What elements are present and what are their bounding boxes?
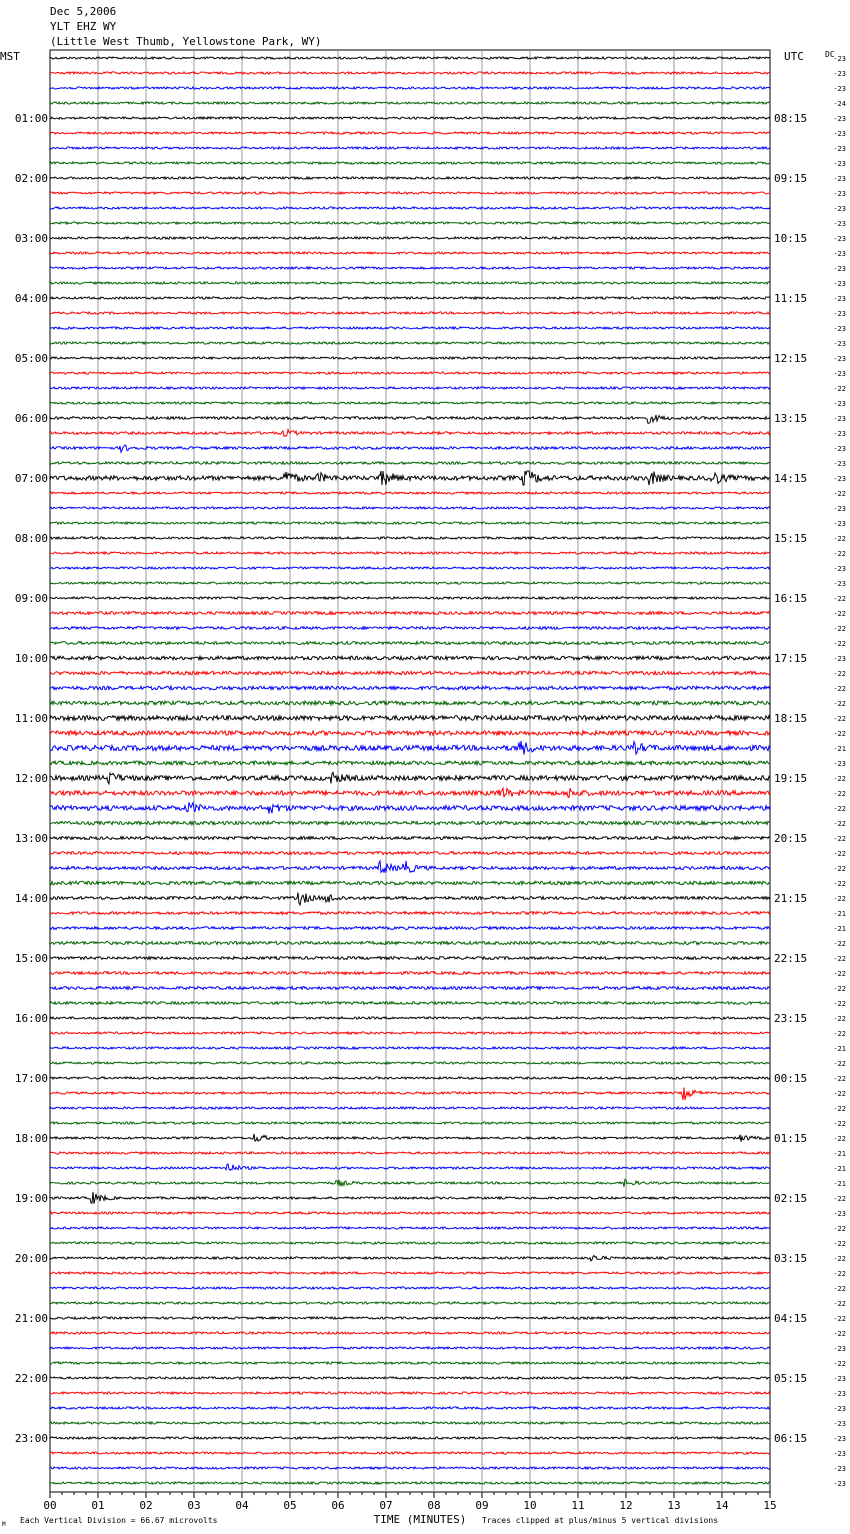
utc-hour-label: 00:15 (774, 1072, 808, 1085)
dc-offset-label: -23 (833, 340, 846, 348)
grid (50, 50, 770, 1498)
dc-offset-label: -23 (833, 520, 846, 528)
seismic-trace (50, 1164, 770, 1170)
dc-offset-label: -21 (833, 1165, 846, 1173)
dc-offset-label: -22 (833, 1300, 846, 1308)
dc-offset-label: -22 (833, 850, 846, 858)
seismic-trace (50, 552, 770, 554)
mst-hour-label: 03:00 (14, 232, 48, 245)
dc-offset-label: -23 (833, 190, 846, 198)
seismic-trace (50, 1032, 770, 1034)
seismic-trace (50, 957, 770, 960)
dc-offset-label: -22 (833, 1255, 846, 1263)
x-tick-label: 03 (187, 1499, 201, 1512)
seismic-trace (50, 1422, 770, 1424)
dc-offset-label: -23 (833, 205, 846, 213)
dc-offset-label: -22 (833, 610, 846, 618)
dc-offset-label: -22 (833, 790, 846, 798)
seismic-trace (50, 1077, 770, 1079)
dc-offset-label: -23 (833, 1435, 846, 1443)
x-tick-label: 06 (331, 1499, 345, 1512)
mst-hour-label: 20:00 (14, 1252, 48, 1265)
seismic-trace (50, 387, 770, 389)
dc-offset-label: -23 (833, 1465, 846, 1473)
mst-hour-label: 23:00 (14, 1432, 48, 1445)
utc-hour-label: 16:15 (774, 592, 808, 605)
seismic-trace (50, 1017, 770, 1019)
x-tick-label: 05 (283, 1499, 297, 1512)
dc-offset-label: -22 (833, 1015, 846, 1023)
mst-hour-label: 14:00 (14, 892, 48, 905)
mst-hour-label: 17:00 (14, 1072, 48, 1085)
utc-hour-label: 22:15 (774, 952, 808, 965)
seismic-trace (50, 1467, 770, 1469)
mst-hour-label: 04:00 (14, 292, 48, 305)
seismic-trace (50, 1088, 770, 1101)
dc-label: DC (825, 50, 835, 59)
seismic-trace (50, 342, 770, 344)
dc-offset-label: -22 (833, 895, 846, 903)
seismic-trace (50, 267, 770, 269)
chart-date: Dec 5,2006 (50, 5, 117, 18)
seismic-trace (50, 72, 770, 74)
seismic-trace (50, 1062, 770, 1064)
seismic-trace (50, 1377, 770, 1379)
dc-offset-label: -22 (833, 1330, 846, 1338)
dc-offset-label: -23 (833, 1420, 846, 1428)
seismic-trace (50, 430, 770, 437)
dc-offset-label: -22 (833, 1225, 846, 1233)
dc-offset-label: -23 (833, 55, 846, 63)
mst-hour-label: 06:00 (14, 412, 48, 425)
seismic-trace (50, 147, 770, 149)
dc-offset-label: -22 (833, 1135, 846, 1143)
seismic-trace (50, 471, 770, 485)
dc-offset-label: -22 (833, 685, 846, 693)
seismic-trace (50, 1332, 770, 1334)
dc-offset-label: -24 (833, 100, 846, 108)
dc-offset-label: -22 (833, 595, 846, 603)
dc-offset-label: -22 (833, 1285, 846, 1293)
dc-offset-label: -22 (833, 775, 846, 783)
utc-hour-label: 20:15 (774, 832, 808, 845)
seismic-trace (50, 912, 770, 915)
dc-offset-label: -22 (833, 1000, 846, 1008)
dc-offset-label: -23 (833, 280, 846, 288)
dc-offset-label: -22 (833, 940, 846, 948)
seismic-trace (50, 1002, 770, 1005)
seismic-trace (50, 1287, 770, 1289)
dc-offset-label: -23 (833, 1480, 846, 1488)
seismic-trace (50, 207, 770, 209)
dc-offset-label: -23 (833, 445, 846, 453)
dc-offset-label: -22 (833, 715, 846, 723)
seismic-trace (50, 671, 770, 674)
dc-offset-label: -23 (833, 415, 846, 423)
seismic-trace (50, 612, 770, 615)
dc-offset-label: -22 (833, 490, 846, 498)
dc-offset-label: -23 (833, 175, 846, 183)
seismic-trace (50, 1256, 770, 1261)
dc-offset-label: -23 (833, 505, 846, 513)
dc-offset-label: -23 (833, 250, 846, 258)
utc-hour-label: 12:15 (774, 352, 808, 365)
mst-hour-label: 10:00 (14, 652, 48, 665)
dc-offset-label: -23 (833, 430, 846, 438)
label-layer (0, 50, 846, 1528)
dc-offset-label: -22 (833, 1030, 846, 1038)
dc-offset-label: -22 (833, 805, 846, 813)
seismic-trace (50, 1227, 770, 1229)
dc-offset-label: -22 (833, 955, 846, 963)
dc-offset-label: -23 (833, 295, 846, 303)
seismic-trace (50, 1347, 770, 1349)
mst-hour-label: 18:00 (14, 1132, 48, 1145)
dc-offset-label: -22 (833, 1120, 846, 1128)
seismic-trace (50, 282, 770, 284)
seismic-trace (50, 837, 770, 840)
plot-frame (50, 50, 770, 1492)
utc-hour-label: 09:15 (774, 172, 808, 185)
dc-offset-label: -23 (833, 160, 846, 168)
x-tick-label: 15 (763, 1499, 777, 1512)
dc-offset-label: -23 (833, 1405, 846, 1413)
utc-hour-label: 05:15 (774, 1372, 808, 1385)
seismic-trace (50, 462, 770, 465)
utc-hour-label: 11:15 (774, 292, 808, 305)
seismic-trace (50, 1452, 770, 1454)
dc-offset-label: -23 (833, 580, 846, 588)
mst-hour-label: 16:00 (14, 1012, 48, 1025)
dc-offset-label: -23 (833, 70, 846, 78)
seismic-trace (50, 627, 770, 630)
mst-hour-label: 13:00 (14, 832, 48, 845)
dc-offset-label: -22 (833, 1270, 846, 1278)
seismic-trace (50, 1302, 770, 1304)
dc-offset-label: -23 (833, 310, 846, 318)
x-tick-label: 01 (91, 1499, 105, 1512)
seismic-trace (50, 821, 770, 824)
dc-offset-label: -23 (833, 760, 846, 768)
seismic-trace (50, 642, 770, 645)
seismic-trace (50, 372, 770, 374)
seismic-trace (50, 802, 770, 813)
dc-offset-label: -23 (833, 1390, 846, 1398)
dc-offset-label: -23 (833, 325, 846, 333)
dc-offset-label: -22 (833, 970, 846, 978)
dc-offset-label: -23 (833, 265, 846, 273)
dc-offset-label: -23 (833, 655, 846, 663)
seismic-trace (50, 222, 770, 224)
dc-offset-label: -23 (833, 220, 846, 228)
seismic-trace (50, 117, 770, 119)
utc-hour-label: 15:15 (774, 532, 808, 545)
seismic-trace (50, 522, 770, 524)
utc-hour-label: 21:15 (774, 892, 808, 905)
seismic-trace (50, 327, 770, 329)
mst-hour-label: 01:00 (14, 112, 48, 125)
dc-offset-label: -22 (833, 730, 846, 738)
seismic-trace (50, 772, 770, 784)
seismic-trace (50, 582, 770, 584)
seismic-trace (50, 1107, 770, 1109)
x-tick-label: 07 (379, 1499, 393, 1512)
dc-offset-label: -23 (833, 1210, 846, 1218)
seismic-trace (50, 445, 770, 452)
mst-hour-label: 22:00 (14, 1372, 48, 1385)
seismic-trace (50, 893, 770, 905)
seismic-trace (50, 686, 770, 690)
seismic-trace (50, 1242, 770, 1244)
dc-offset-label: -22 (833, 385, 846, 393)
seismic-trace (50, 1047, 770, 1049)
seismic-trace (50, 87, 770, 89)
seismic-trace (50, 1317, 770, 1319)
seismic-trace (50, 701, 770, 705)
dc-offset-label: -23 (833, 400, 846, 408)
utc-hour-label: 04:15 (774, 1312, 808, 1325)
seismic-trace (50, 507, 770, 509)
seismic-trace (50, 402, 770, 404)
dc-offset-label: -22 (833, 1090, 846, 1098)
corner-mark: M (2, 1521, 6, 1528)
mst-hour-label: 05:00 (14, 352, 48, 365)
trace-layer (50, 57, 770, 1484)
dc-offset-label: -22 (833, 1105, 846, 1113)
seismic-trace (50, 1122, 770, 1124)
seismic-trace (50, 1152, 770, 1154)
dc-offset-label: -23 (833, 475, 846, 483)
dc-offset-label: -21 (833, 1150, 846, 1158)
seismic-trace (50, 537, 770, 539)
seismic-trace (50, 132, 770, 134)
seismic-trace (50, 567, 770, 569)
seismic-trace (50, 162, 770, 164)
utc-hour-label: 01:15 (774, 1132, 808, 1145)
mst-hour-label: 19:00 (14, 1192, 48, 1205)
x-tick-label: 08 (427, 1499, 441, 1512)
dc-offset-label: -23 (833, 565, 846, 573)
seismic-trace (50, 237, 770, 239)
seismic-trace (50, 731, 770, 735)
dc-offset-label: -22 (833, 985, 846, 993)
seismic-trace (50, 1362, 770, 1364)
mst-hour-label: 11:00 (14, 712, 48, 725)
seismic-trace (50, 492, 770, 494)
seismic-trace (50, 1482, 770, 1484)
seismic-trace (50, 861, 770, 873)
chart-location: (Little West Thumb, Yellowstone Park, WY) (50, 35, 322, 48)
seismic-trace (50, 177, 770, 179)
seismic-trace (50, 941, 770, 944)
dc-offset-label: -23 (833, 145, 846, 153)
dc-offset-label: -22 (833, 1360, 846, 1368)
seismic-trace (50, 761, 770, 765)
seismic-trace (50, 1212, 770, 1214)
chart-station: YLT EHZ WY (50, 20, 117, 33)
x-tick-label: 14 (715, 1499, 729, 1512)
seismic-trace (50, 788, 770, 797)
seismic-trace (50, 1392, 770, 1394)
mst-hour-label: 07:00 (14, 472, 48, 485)
mst-hour-label: 08:00 (14, 532, 48, 545)
dc-offset-label: -23 (833, 130, 846, 138)
dc-offset-label: -23 (833, 460, 846, 468)
seismic-trace (50, 252, 770, 254)
x-tick-label: 11 (571, 1499, 585, 1512)
dc-offset-label: -23 (833, 85, 846, 93)
seismic-trace (50, 102, 770, 104)
dc-offset-label: -21 (833, 1045, 846, 1053)
mst-hour-label: 12:00 (14, 772, 48, 785)
mst-hour-label: 15:00 (14, 952, 48, 965)
right-axis-title: UTC (784, 50, 804, 63)
dc-offset-label: -22 (833, 670, 846, 678)
utc-hour-label: 23:15 (774, 1012, 808, 1025)
mst-hour-label: 21:00 (14, 1312, 48, 1325)
dc-offset-label: -22 (833, 535, 846, 543)
seismic-trace (50, 1179, 770, 1187)
x-tick-label: 09 (475, 1499, 489, 1512)
dc-offset-label: -23 (833, 235, 846, 243)
dc-offset-label: -22 (833, 865, 846, 873)
seismic-trace (50, 1134, 770, 1142)
dc-offset-label: -22 (833, 820, 846, 828)
mst-hour-label: 09:00 (14, 592, 48, 605)
seismic-trace (50, 415, 770, 423)
seismic-trace (50, 881, 770, 884)
dc-offset-label: -21 (833, 745, 846, 753)
dc-offset-label: -22 (833, 1075, 846, 1083)
utc-hour-label: 14:15 (774, 472, 808, 485)
seismic-trace (50, 1272, 770, 1274)
dc-offset-label: -22 (833, 1240, 846, 1248)
utc-hour-label: 18:15 (774, 712, 808, 725)
utc-hour-label: 17:15 (774, 652, 808, 665)
utc-hour-label: 13:15 (774, 412, 808, 425)
seismic-trace (50, 1192, 770, 1204)
dc-offset-label: -23 (833, 355, 846, 363)
dc-offset-label: -23 (833, 370, 846, 378)
mst-hour-label: 02:00 (14, 172, 48, 185)
utc-hour-label: 03:15 (774, 1252, 808, 1265)
dc-offset-label: -22 (833, 1195, 846, 1203)
left-axis-title: MST (0, 50, 20, 63)
x-tick-label: 04 (235, 1499, 249, 1512)
seismic-trace (50, 57, 770, 59)
seismic-trace (50, 357, 770, 359)
seismic-trace (50, 1407, 770, 1409)
x-tick-label: 02 (139, 1499, 153, 1512)
seismic-trace (50, 597, 770, 599)
seismic-trace (50, 192, 770, 194)
dc-offset-label: -23 (833, 1375, 846, 1383)
seismic-trace (50, 312, 770, 314)
x-tick-label: 13 (667, 1499, 681, 1512)
utc-hour-label: 19:15 (774, 772, 808, 785)
dc-offset-label: -21 (833, 925, 846, 933)
utc-hour-label: 06:15 (774, 1432, 808, 1445)
dc-offset-label: -22 (833, 550, 846, 558)
utc-hour-label: 10:15 (774, 232, 808, 245)
dc-offset-label: -22 (833, 1315, 846, 1323)
dc-offset-label: -23 (833, 115, 846, 123)
seismic-trace (50, 741, 770, 755)
clip-note: Traces clipped at plus/minus 5 vertical divisions (482, 1516, 719, 1525)
x-tick-label: 10 (523, 1499, 537, 1512)
x-tick-label: 12 (619, 1499, 633, 1512)
seismic-trace (50, 927, 770, 930)
dc-offset-label: -22 (833, 700, 846, 708)
utc-hour-label: 08:15 (774, 112, 808, 125)
dc-offset-label: -21 (833, 1180, 846, 1188)
dc-offset-label: -22 (833, 625, 846, 633)
dc-offset-label: -21 (833, 910, 846, 918)
x-tick-label: 00 (43, 1499, 57, 1512)
dc-offset-label: -22 (833, 1060, 846, 1068)
x-axis-title: TIME (MINUTES) (373, 1513, 467, 1526)
dc-offset-label: -22 (833, 835, 846, 843)
seismic-trace (50, 716, 770, 721)
dc-offset-label: -22 (833, 880, 846, 888)
dc-offset-label: -23 (833, 1345, 846, 1353)
seismic-trace (50, 972, 770, 975)
dc-offset-label: -23 (833, 1450, 846, 1458)
seismic-trace (50, 1437, 770, 1439)
seismic-trace (50, 656, 770, 660)
seismic-trace (50, 852, 770, 855)
utc-hour-label: 02:15 (774, 1192, 808, 1205)
dc-offset-label: -22 (833, 640, 846, 648)
scale-note: Each Vertical Division = 66.67 microvolts (20, 1516, 218, 1525)
seismic-trace (50, 297, 770, 299)
seismic-trace (50, 987, 770, 990)
